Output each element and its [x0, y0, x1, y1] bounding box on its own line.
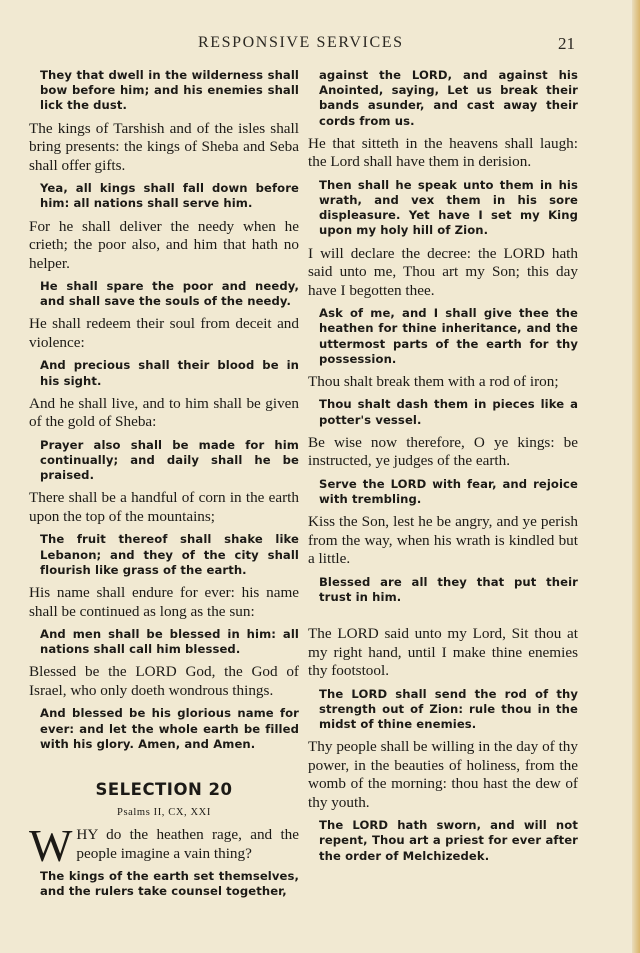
leader-verse: He that sitteth in the heavens shall laugh: the Lord shall have them in derision.: [308, 134, 578, 171]
leader-verse: And he shall live, and to him shall be given of the gold of Sheba:: [29, 394, 299, 431]
people-response: The LORD shall send the rod of thy strength out of Zion: rule thou in the midst of thine enemies.: [319, 686, 578, 732]
people-response: He shall spare the poor and needy, and shall save the souls of the needy.: [40, 279, 299, 309]
left-column: [29, 68, 299, 905]
selection-source: Psalms II, CX, XXI: [117, 807, 211, 819]
people-response: Blessed are all they that put their trust in him.: [319, 574, 578, 604]
page-edge: [632, 0, 640, 953]
leader-verse: The kings of Tarshish and of the isles shall bring presents: the kings of Sheba and Seba shall offer gifts.: [29, 119, 299, 174]
leader-verse: He shall redeem their soul from deceit and violence:: [29, 315, 299, 351]
opening-verse-text: HY do the heathen rage, and the people imagine a vain thing?: [76, 826, 299, 862]
leader-verse: Thy people shall be willing in the day of thy power, in the beauties of holiness, from the womb of the morning: thou hast the dew of thy youth.: [308, 738, 578, 811]
selection-title: SELECTION 20: [95, 780, 233, 800]
people-response: against the LORD, and against his Anointed, saying, Let us break their bands asunder, and cast away their cords from us.: [319, 68, 578, 128]
people-response: The fruit thereof shall shake like Lebanon; and they of the city shall flourish like grass of the earth.: [40, 532, 299, 577]
people-response: Serve the LORD with fear, and rejoice with trembling.: [319, 476, 578, 507]
people-response: The kings of the earth set themselves, and the rulers take counsel together,: [40, 869, 299, 899]
page-number: 21: [558, 34, 575, 53]
people-response: They that dwell in the wilderness shall bow before him; and his enemies shall lick the dust.: [40, 68, 299, 113]
people-response: And blessed be his glorious name for ever: and let the whole earth be filled with his glory. Amen, and Amen.: [40, 706, 299, 751]
people-response: Thou shalt dash them in pieces like a potter's vessel.: [319, 397, 578, 427]
drop-cap: W: [29, 820, 73, 872]
people-response: Then shall he speak unto them in his wrath, and vex them in his sore displeasure. Yet have I set my King upon my holy hill of Zion.: [319, 177, 578, 238]
selection-opening-verse: [29, 820, 299, 872]
leader-verse: Blessed be the LORD God, the God of Israel, who only doeth wondrous things.: [29, 663, 299, 699]
leader-verse: The LORD said unto my Lord, Sit thou at my right hand, until I make thine enemies thy footstool.: [308, 625, 578, 680]
people-response: Yea, all kings shall fall down before him: all nations shall serve him.: [40, 181, 299, 211]
people-response: Ask of me, and I shall give thee the heathen for thine inheritance, and the uttermost parts of the earth for thy possession.: [319, 306, 578, 366]
leader-verse: Thou shalt break them with a rod of iron;: [308, 372, 559, 390]
people-response: And men shall be blessed in him: all nations shall call him blessed.: [40, 627, 299, 657]
leader-verse: I will declare the decree: the LORD hath said unto me, Thou art my Son; this day have I begotten thee.: [308, 244, 578, 299]
people-response: And precious shall their blood be in his sight.: [40, 358, 299, 388]
leader-verse: Kiss the Son, lest he be angry, and ye perish from the way, when his wrath is kindled but a little.: [308, 513, 578, 568]
leader-verse: For he shall deliver the needy when he crieth; the poor also, and him that hath no helper.: [29, 217, 299, 272]
people-response: Prayer also shall be made for him continually; and daily shall he be praised.: [40, 437, 299, 483]
leader-verse: Be wise now therefore, O ye kings: be instructed, ye judges of the earth.: [308, 433, 578, 470]
right-column: [308, 68, 578, 870]
people-response: The LORD hath sworn, and will not repent, Thou art a priest for ever after the order of Melchizedek.: [319, 818, 578, 863]
leader-verse: There shall be a handful of corn in the earth upon the top of the mountains;: [29, 489, 299, 525]
leader-verse: His name shall endure for ever: his name shall be continued as long as the sun:: [29, 584, 299, 620]
running-head: RESPONSIVE SERVICES: [198, 34, 404, 51]
